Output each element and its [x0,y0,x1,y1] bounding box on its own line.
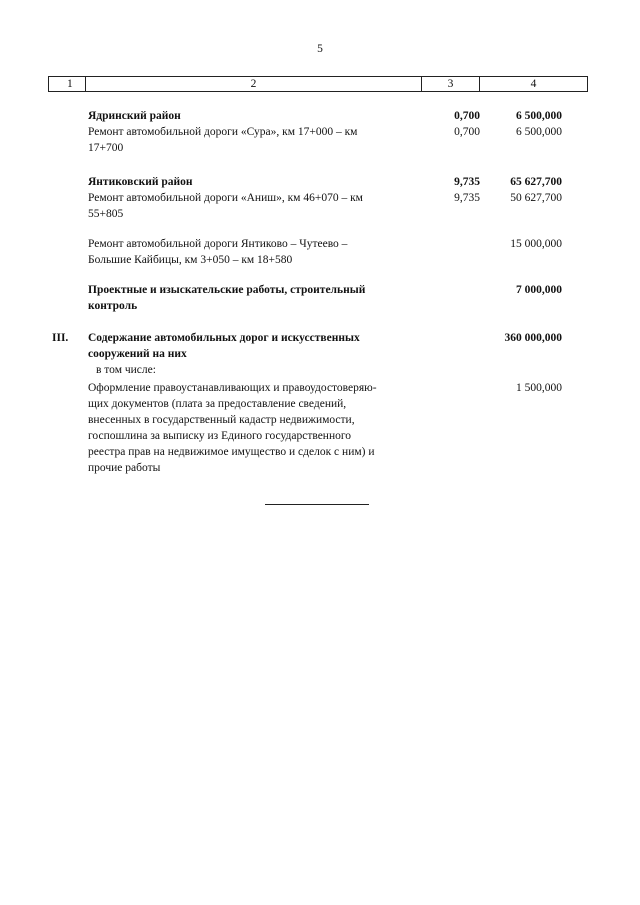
district-row-yantikovo [48,174,586,190]
section-title-line: контроль [88,300,138,312]
amount-value: 6 500,000 [516,126,562,138]
header-col-2: 2 [86,77,422,91]
district-title: Янтиковский район [88,176,193,188]
amount-value: 50 627,700 [510,192,562,204]
district-title: Ядринский район [88,110,181,122]
item-text-line: щих документов (плата за предоставление сведений, [88,398,347,410]
including-label: в том числе: [96,364,156,376]
amount-value: 7 000,000 [516,284,562,296]
table-body [48,108,586,476]
item-text [88,124,418,156]
header-col-1: 1 [49,77,86,91]
table-row [48,380,586,476]
length-value: 0,700 [454,126,480,138]
item-text-line: внесенных в государственный кадастр недвижимости, [88,414,355,426]
section-number: III. [52,332,69,344]
item-text-line: Оформление правоустанавливающих и правоудостоверяю- [88,382,377,394]
section-title-line: Проектные и изыскательские работы, строительный [88,284,366,296]
item-text-line: 55+805 [88,208,124,220]
item-text-line: госпошлина за выписку из Единого государственного [88,430,352,442]
item-text-line: Ремонт автомобильной дороги «Сура», км 17+000 – км [88,126,358,138]
maintenance-row [48,330,586,362]
table-row [48,124,586,156]
table-header [48,76,588,92]
header-col-3: 3 [422,77,480,91]
section-title [88,330,418,362]
item-text-line: Ремонт автомобильной дороги «Аниш», км 46+070 – км [88,192,363,204]
section-title [88,282,418,314]
amount-value: 1 500,000 [516,382,562,394]
table-row [48,236,586,268]
amount-value: 65 627,700 [510,176,562,188]
amount-value: 15 000,000 [510,238,562,250]
table-row [48,190,586,222]
item-text-line: реестра прав на недвижимое имущество и сделок с ним) и [88,446,375,458]
length-value: 0,700 [454,110,480,122]
section-title-line: сооружений на них [88,348,187,360]
end-divider [265,504,369,505]
page-number: 5 [317,43,323,55]
amount-value: 6 500,000 [516,110,562,122]
item-text-line: 17+700 [88,142,124,154]
item-text-line: прочие работы [88,462,161,474]
header-col-4: 4 [530,78,537,90]
item-text [88,236,418,268]
item-text [88,380,418,476]
item-text-line: Ремонт автомобильной дороги Янтиково – Чутеево – [88,238,348,250]
item-text [88,190,418,222]
district-row-yadrin [48,108,586,124]
section-title-line: Содержание автомобильных дорог и искусственных [88,332,360,344]
length-value: 9,735 [454,176,480,188]
subtitle-row [48,362,586,378]
design-works-row [48,282,586,314]
length-value: 9,735 [454,192,480,204]
length-value [418,236,480,268]
amount-value: 360 000,000 [504,332,562,344]
item-text-line: Большие Кайбицы, км 3+050 – км 18+580 [88,254,293,266]
